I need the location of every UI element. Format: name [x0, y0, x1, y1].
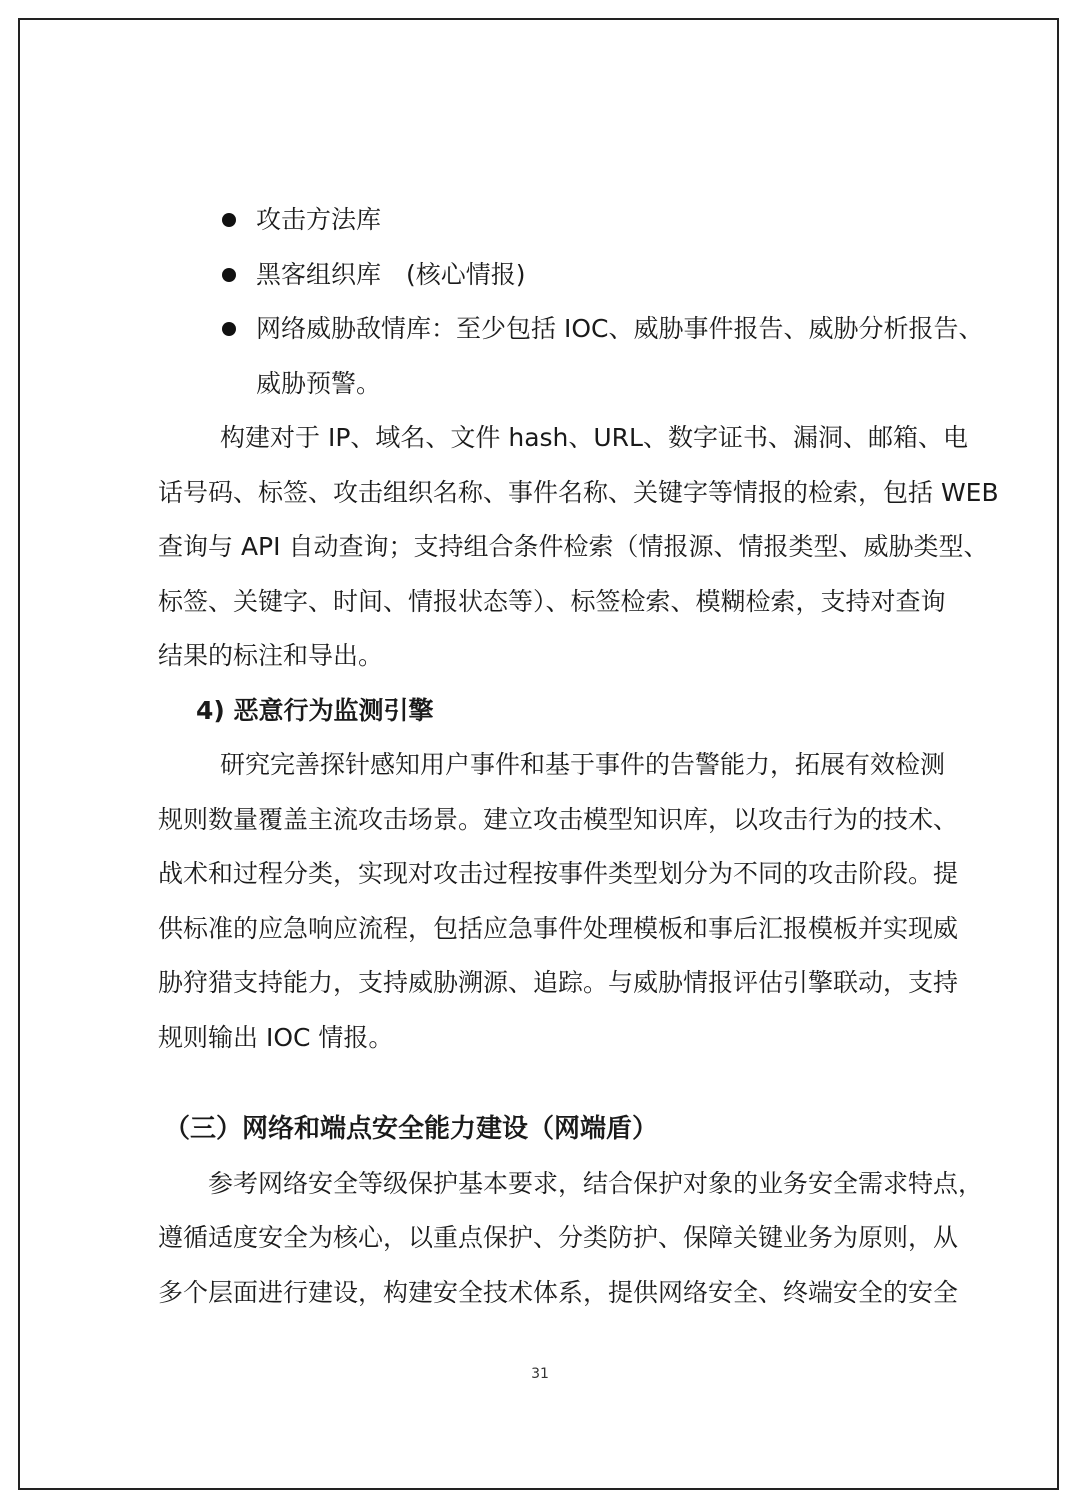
paragraph-network-security — [158, 1157, 984, 1321]
page-number: 31 — [531, 1366, 549, 1382]
paragraph-line: 参考网络安全等级保护基本要求，结合保护对象的业务安全需求特点， — [208, 1168, 984, 1198]
section-title: （三）网络和端点安全能力建设（网端盾） — [164, 1114, 659, 1144]
paragraph-line: 规则数量覆盖主流攻击场景。建立攻击模型知识库，以攻击行为的技术、 — [158, 804, 959, 834]
paragraph-line: 规则输出 IOC 情报。 — [158, 1022, 394, 1052]
bullet-text-continued: 威胁预警。 — [256, 368, 382, 398]
bullet-dot-icon — [222, 322, 236, 336]
page-content — [158, 193, 999, 1320]
bullet-item — [158, 302, 984, 357]
paragraph-line: 结果的标注和导出。 — [158, 641, 384, 670]
paragraph-line: 多个层面进行建设，构建安全技术体系，提供网络安全、终端安全的安全 — [158, 1277, 959, 1307]
paragraph-line: 标签、关键字、时间、情报状态等）、标签检索、模糊检索，支持对查询 — [158, 586, 946, 616]
paragraph-line: 话号码、标签、攻击组织名称、事件名称、关键字等情报的检索，包括 WEB — [158, 477, 999, 507]
bullet-item — [158, 248, 938, 303]
paragraph-line: 胁狩猎支持能力，支持威胁溯源、追踪。与威胁情报评估引擎联动，支持 — [158, 968, 959, 997]
paragraph-line: 供标准的应急响应流程，包括应急事件处理模板和事后汇报模板并实现威 — [158, 913, 959, 943]
subheading: 4) 恶意行为监测引擎 — [196, 695, 434, 725]
paragraph-line: 构建对于 IP、域名、文件 hash、URL、数字证书、漏洞、邮箱、电 — [220, 423, 968, 452]
paragraph-detection — [158, 738, 959, 1065]
paragraph-line: 查询与 API 自动查询；支持组合条件检索（情报源、情报类型、威胁类型、 — [158, 532, 989, 561]
bullet-dot-icon — [222, 213, 236, 227]
paragraph-line: 研究完善探针感知用户事件和基于事件的告警能力，拓展有效检测 — [220, 750, 946, 779]
section-gap — [158, 1065, 938, 1102]
paragraph-line: 遵循适度安全为核心，以重点保护、分类防护、保障关键业务为原则，从 — [158, 1223, 959, 1252]
paragraph-search — [158, 411, 999, 684]
bullet-text: 攻击方法库 — [256, 205, 382, 234]
bullet-item — [158, 193, 938, 248]
bullet-dot-icon — [222, 268, 236, 282]
bullet-text: 网络威胁敌情库：至少包括 IOC、威胁事件报告、威胁分析报告、 — [256, 314, 984, 343]
bullet-text: 黑客组织库 (核心情报) — [256, 259, 526, 289]
paragraph-line: 战术和过程分类，实现对攻击过程按事件类型划分为不同的攻击阶段。提 — [158, 859, 959, 888]
